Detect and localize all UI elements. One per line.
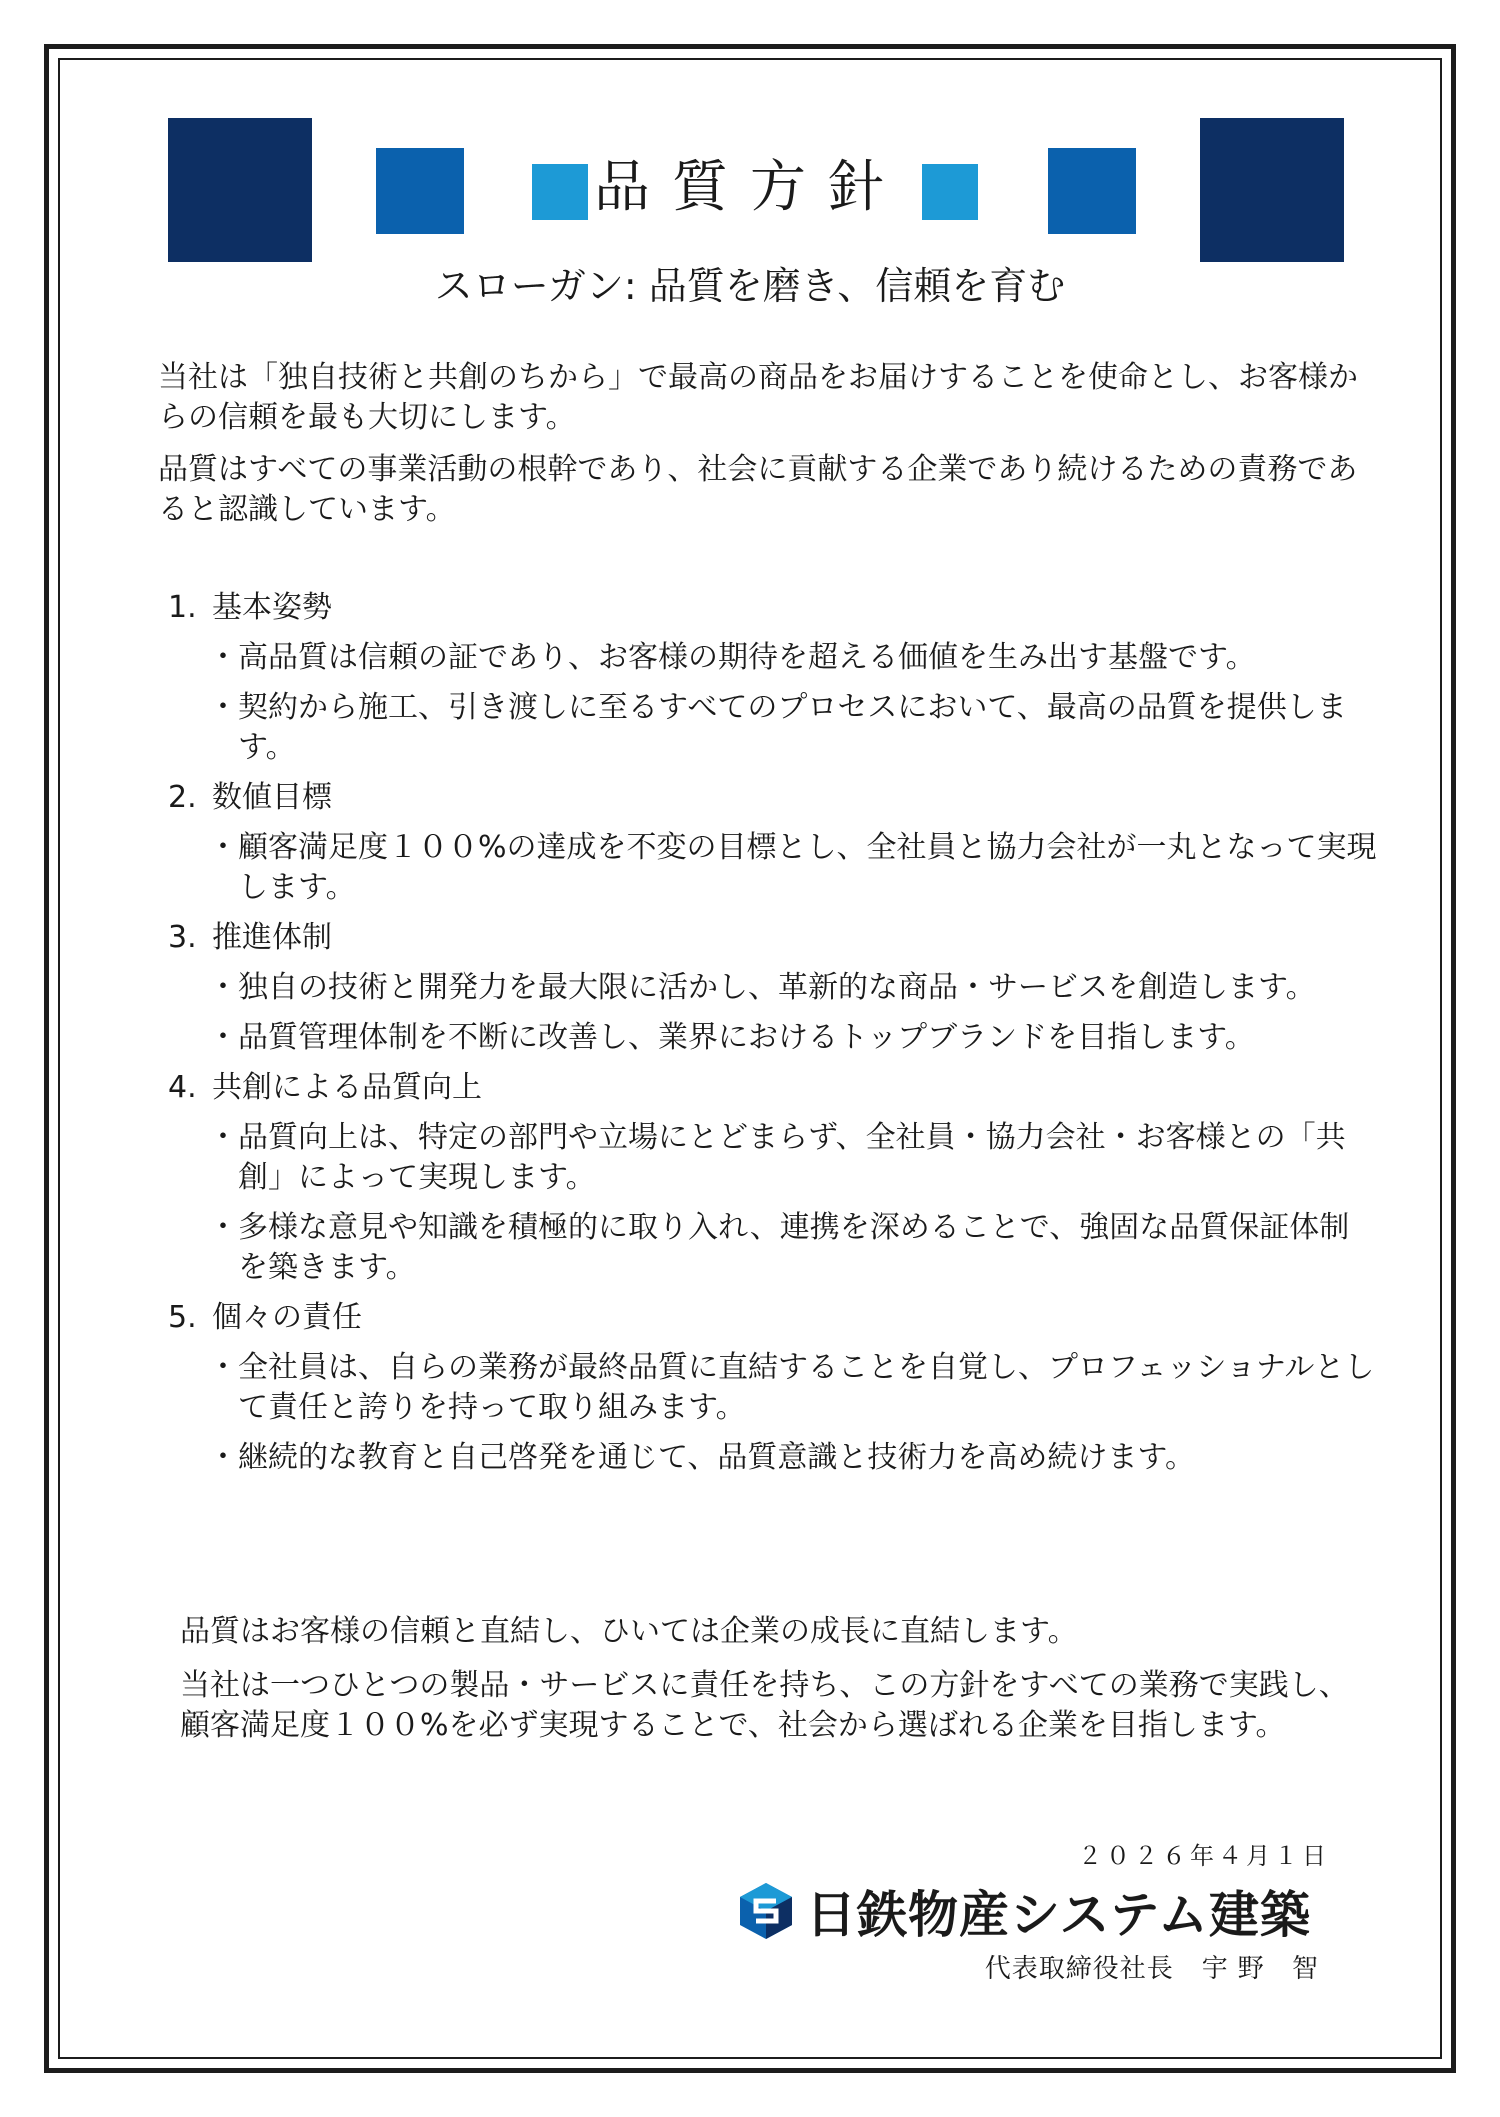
section-number: 1. xyxy=(168,590,197,625)
bullet-item xyxy=(208,638,1378,678)
section-title: 推進体制 xyxy=(212,920,332,955)
section-number: 3. xyxy=(168,920,197,955)
policy-section xyxy=(168,588,1378,768)
bullet-mark: ・ xyxy=(208,690,238,725)
closing-text xyxy=(180,1612,1360,1760)
bullet-text: 顧客満足度１００%の達成を不変の目標とし、全社員と協力会社が一丸となって実現します。 xyxy=(238,830,1377,905)
bullet-text: 品質管理体制を不断に改善し、業界におけるトップブランドを目指します。 xyxy=(238,1020,1255,1055)
header-square-left-mid xyxy=(376,148,464,234)
header-square-right-mid xyxy=(1048,148,1136,234)
representative xyxy=(985,1948,1328,1985)
section-heading xyxy=(168,778,1378,818)
representative-name: 宇野 智 xyxy=(1201,1954,1328,1984)
bullet-mark: ・ xyxy=(208,970,238,1005)
section-heading xyxy=(168,918,1378,958)
issue-date: ２０２６年４月１日 xyxy=(1078,1842,1330,1870)
bullet-item xyxy=(208,828,1378,908)
intro-text xyxy=(158,358,1358,542)
company-logo xyxy=(736,1876,1336,1946)
company-name: 日鉄物産システム建築 xyxy=(806,1886,1311,1944)
header-square-left-light xyxy=(532,164,588,220)
policy-sections xyxy=(168,588,1378,1488)
section-number: 5. xyxy=(168,1300,197,1335)
section-heading xyxy=(168,1298,1378,1338)
bullet-item xyxy=(208,1208,1378,1288)
intro-paragraph: 品質はすべての事業活動の根幹であり、社会に貢献する企業であり続けるための責務であると認識しています。 xyxy=(158,452,1358,527)
bullet-text: 多様な意見や知識を積極的に取り入れ、連携を深めることで、強固な品質保証体制を築きます。 xyxy=(238,1210,1350,1285)
section-title: 数値目標 xyxy=(212,780,332,815)
bullet-mark: ・ xyxy=(208,640,238,675)
company-logo-icon xyxy=(736,1881,796,1941)
bullet-item xyxy=(208,1438,1378,1478)
bullet-text: 独自の技術と開発力を最大限に活かし、革新的な商品・サービスを創造します。 xyxy=(238,970,1316,1005)
bullet-text: 品質向上は、特定の部門や立場にとどまらず、全社員・協力会社・お客様との「共創」によって実現します。 xyxy=(238,1120,1346,1195)
page-title: 品質方針 xyxy=(594,155,906,220)
bullet-mark: ・ xyxy=(208,1120,238,1155)
bullet-item xyxy=(208,1118,1378,1198)
closing-paragraph: 当社は一つひとつの製品・サービスに責任を持ち、この方針をすべての業務で実践し、顧客満足度１００%を必ず実現することで、社会から選ばれる企業を目指します。 xyxy=(180,1668,1349,1743)
header-square-left-dark xyxy=(168,118,312,262)
header-square-right-light xyxy=(922,164,978,220)
header-square-right-dark xyxy=(1200,118,1344,262)
bullet-text: 全社員は、自らの業務が最終品質に直結することを自覚し、プロフェッショナルとして責任と誇りを持って取り組みます。 xyxy=(238,1350,1375,1425)
section-title: 共創による品質向上 xyxy=(212,1070,482,1105)
bullet-item xyxy=(208,1018,1378,1058)
bullet-text: 契約から施工、引き渡しに至るすべてのプロセスにおいて、最高の品質を提供します。 xyxy=(238,690,1347,765)
slogan: スローガン: 品質を磨き、信頼を育む xyxy=(434,264,1066,308)
bullet-mark: ・ xyxy=(208,1210,238,1245)
section-heading xyxy=(168,588,1378,628)
policy-section xyxy=(168,1298,1378,1478)
bullet-mark: ・ xyxy=(208,830,238,865)
bullet-item xyxy=(208,688,1378,768)
intro-paragraph: 当社は「独自技術と共創のちから」で最高の商品をお届けすることを使命とし、お客様からの信頼を最も大切にします。 xyxy=(158,360,1358,435)
bullet-mark: ・ xyxy=(208,1020,238,1055)
bullet-mark: ・ xyxy=(208,1440,238,1475)
section-number: 2. xyxy=(168,780,197,815)
bullet-item xyxy=(208,968,1378,1008)
bullet-text: 継続的な教育と自己啓発を通じて、品質意識と技術力を高め続けます。 xyxy=(238,1440,1195,1475)
policy-section xyxy=(168,918,1378,1058)
section-heading xyxy=(168,1068,1378,1108)
section-title: 基本姿勢 xyxy=(212,590,332,625)
policy-section xyxy=(168,1068,1378,1288)
bullet-item xyxy=(208,1348,1378,1428)
policy-section xyxy=(168,778,1378,908)
bullet-mark: ・ xyxy=(208,1350,238,1385)
section-title: 個々の責任 xyxy=(212,1300,362,1335)
section-number: 4. xyxy=(168,1070,197,1105)
representative-title: 代表取締役社長 xyxy=(984,1954,1174,1984)
closing-paragraph: 品質はお客様の信頼と直結し、ひいては企業の成長に直結します。 xyxy=(180,1614,1078,1649)
bullet-text: 高品質は信頼の証であり、お客様の期待を超える価値を生み出す基盤です。 xyxy=(238,640,1256,675)
